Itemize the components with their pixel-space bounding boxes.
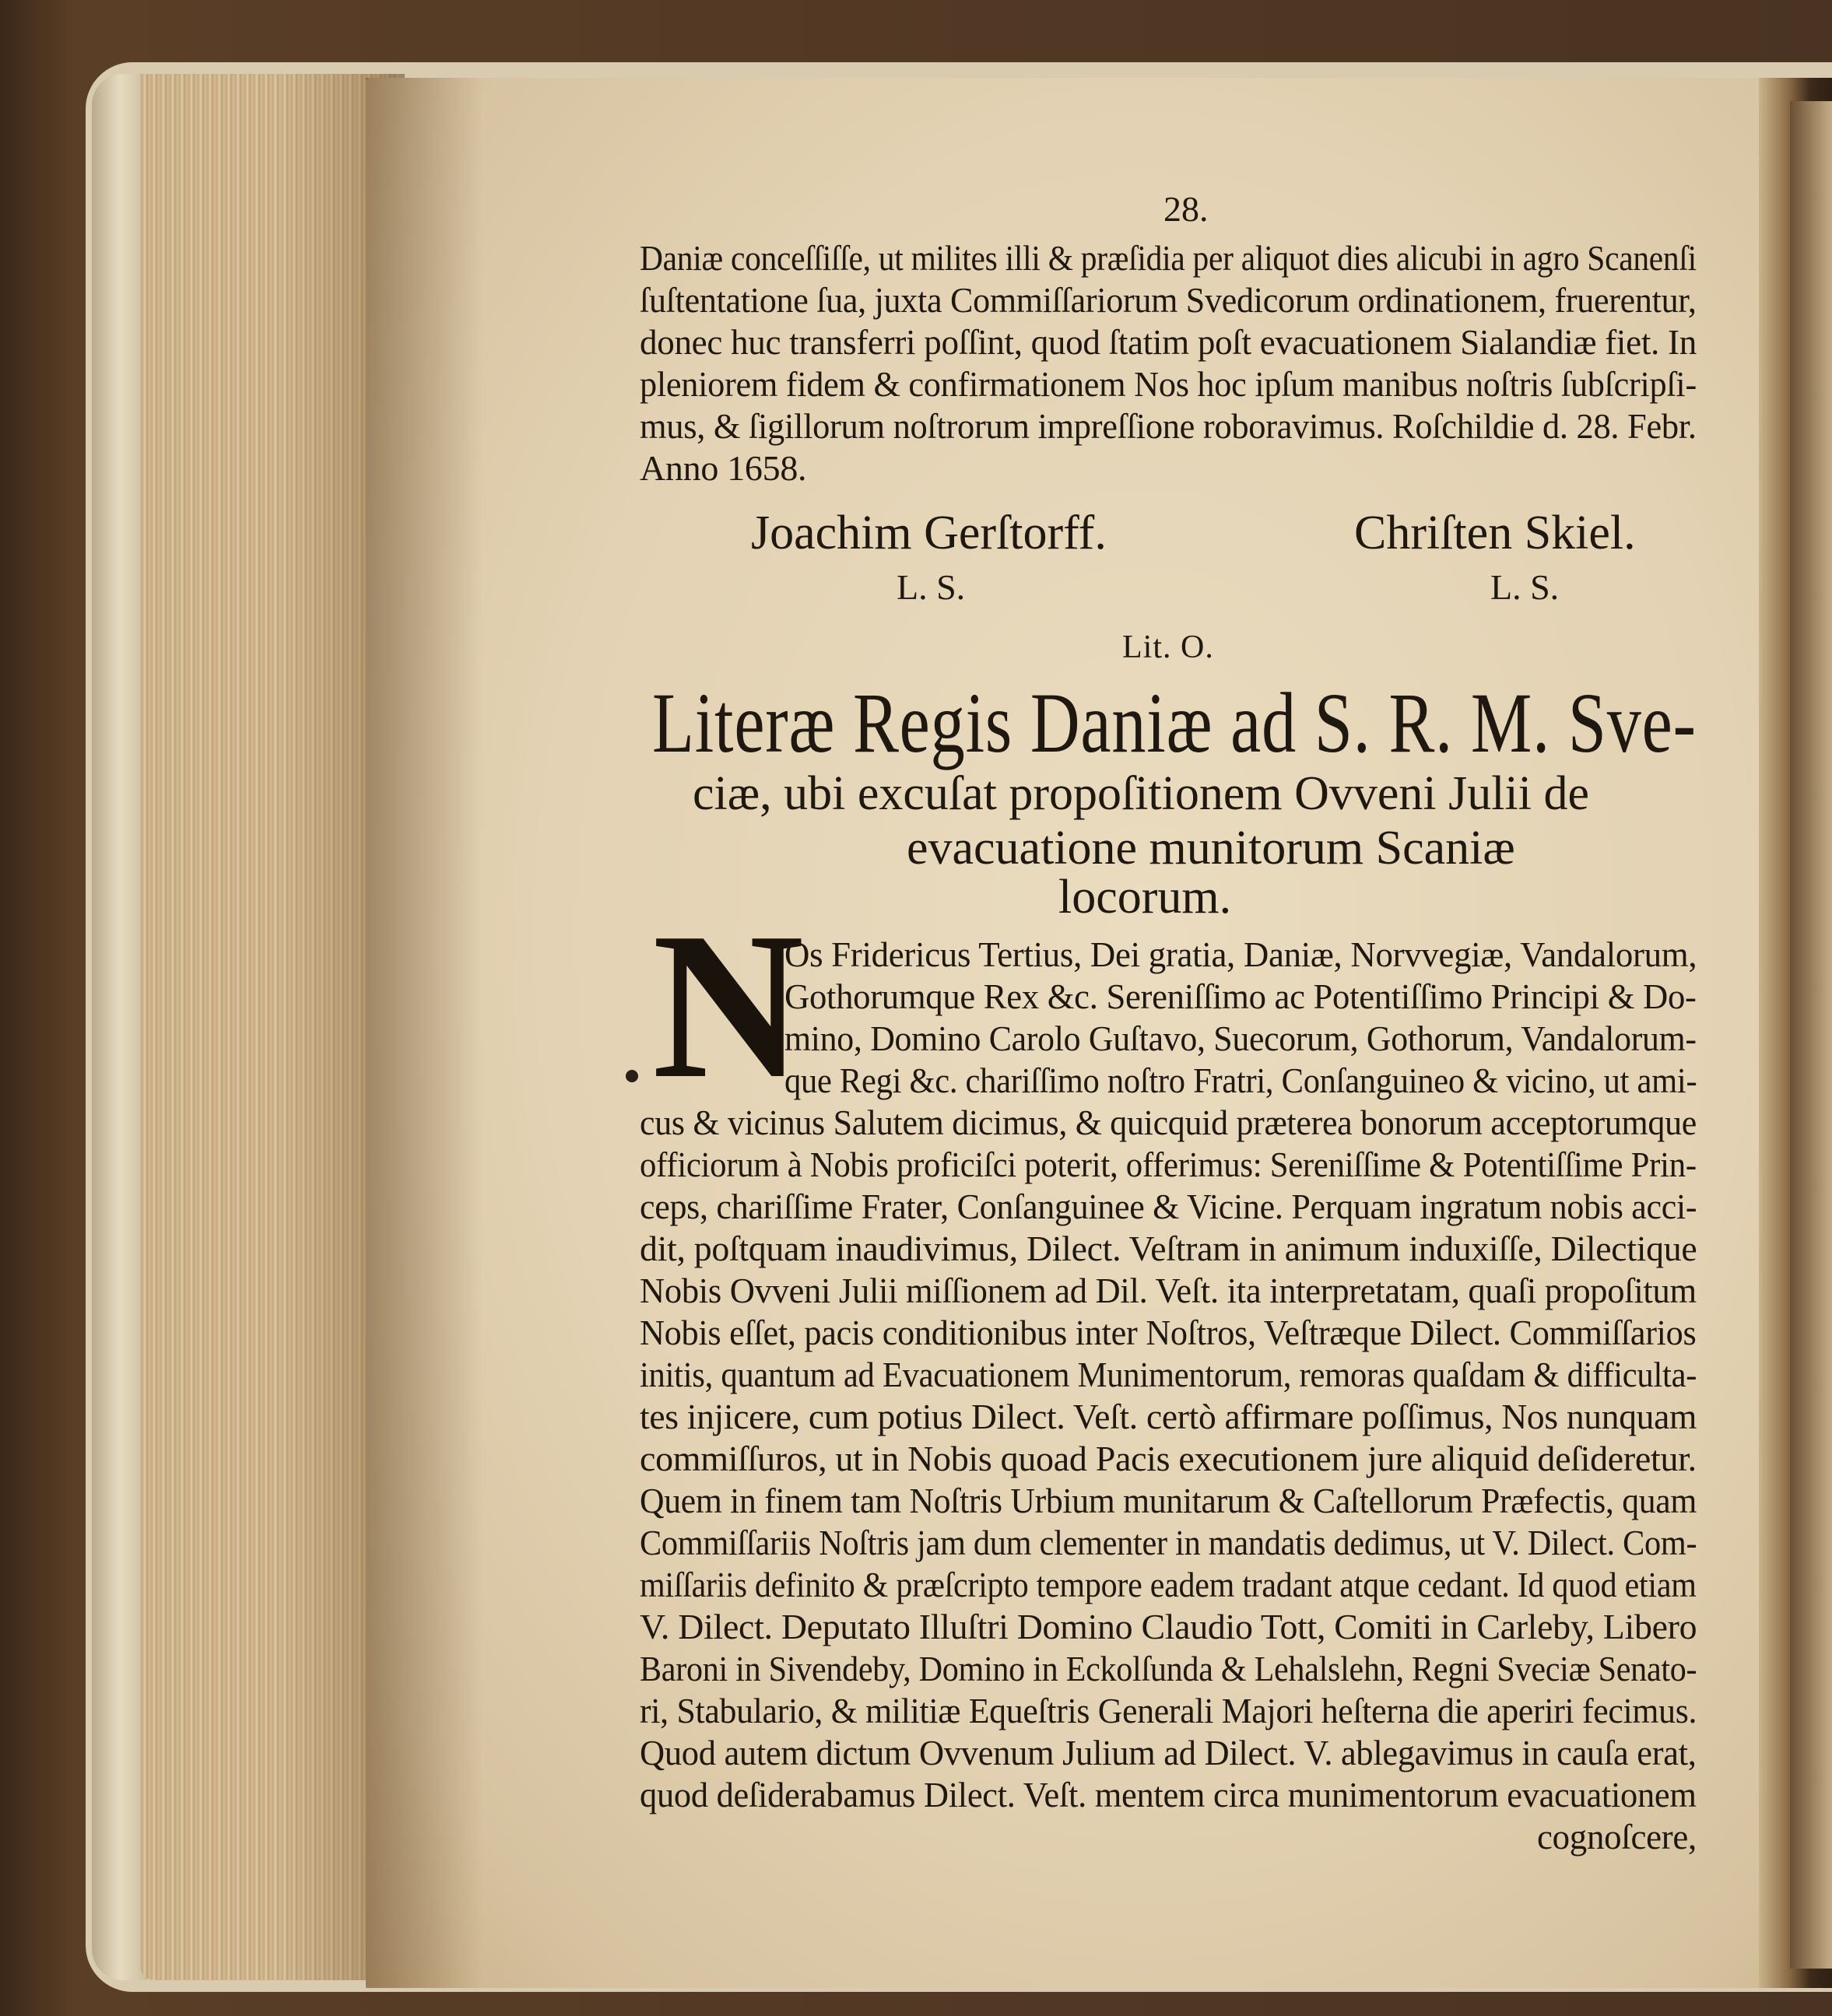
text-line: mino, Domino Carolo Guſtavo, Suecorum, Gothorum, Vandalorum- <box>784 1019 1697 1058</box>
text-line: ſuſtentatione ſua, juxta Commiſſariorum Svedicorum ordinationem, fruerentur, <box>640 280 1697 320</box>
text-line: ceps, chariſſime Frater, Conſanguinee & Vicine. Perquam ingratum nobis acci- <box>640 1187 1697 1226</box>
page-number: 28. <box>1163 189 1209 229</box>
text-line: miſſariis definito & præſcripto tempore eadem tradant atque cedant. Id quod etiam <box>640 1565 1697 1604</box>
text-line: tes injicere, cum potius Dilect. Veſt. certò affirmare poſſimus, Nos nunquam <box>640 1397 1697 1436</box>
heading-line: evacuatione munitorum Scaniæ <box>907 822 1515 875</box>
text-line: quod deſiderabamus Dilect. Veſt. mentem circa munimentorum evacuationem <box>640 1775 1697 1814</box>
text-line: officiorum à Nobis proficiſci poterit, offerimus: Sereniſſime & Potentiſſime Prin- <box>640 1145 1697 1184</box>
text-line: dit, poſtquam inaudivimus, Dilect. Veſtram in animum induxiſſe, Dilectique <box>640 1229 1697 1268</box>
text-line: ri, Stabulario, & militiæ Equeſtris Generali Majori heſterna die aperiri fecimus. <box>640 1691 1697 1730</box>
text-line: V. Dilect. Deputato Illuſtri Domino Claudio Tott, Comiti in Carleby, Libero <box>640 1607 1697 1646</box>
section-label: Lit. O. <box>1122 629 1214 665</box>
text-line: Quem in finem tam Noſtris Urbium munitarum & Caſtellorum Præfectis, quam <box>640 1481 1697 1520</box>
heading-line: locorum. <box>1058 871 1232 924</box>
heading-line: Literæ Regis Daniæ ad S. R. M. Sve- <box>652 675 1697 770</box>
text-line: Nobis Ovveni Julii miſſionem ad Dil. Veſt. ita interpretatam, quaſi propoſitum <box>640 1271 1697 1310</box>
text-line: Anno 1658. <box>640 448 807 488</box>
text-line: que Regi &c. chariſſimo noſtro Fratri, Conſanguineo & vicino, ut ami- <box>784 1061 1697 1100</box>
text-line: Quod autem dictum Ovvenum Julium ad Dilect. V. ablegavimus in cauſa erat, <box>640 1733 1697 1772</box>
text-line: Nobis eſſet, pacis conditionibus inter Noſtros, Veſtræque Dilect. Commiſſarios <box>640 1313 1697 1352</box>
seal-mark: L. S. <box>1490 567 1560 607</box>
text-line: Daniæ conceſſiſſe, ut milites illi & præſidia per aliquot dies alicubi in agro Scanenſi <box>640 238 1697 278</box>
text-line: cus & vicinus Salutem dicimus, & quicquid præterea bonorum acceptorumque <box>640 1103 1697 1142</box>
text-line: Os Fridericus Tertius, Dei gratia, Daniæ, Norvvegiæ, Vandalorum, <box>784 934 1697 974</box>
seal-mark: L. S. <box>897 567 966 607</box>
drop-cap: N <box>652 889 804 1122</box>
signatory-name: Joachim Gerſtorff. <box>751 507 1107 559</box>
text-line: pleniorem fidem & confirmationem Nos hoc ipſum manibus noſtris ſubſcripſi- <box>640 364 1697 404</box>
text-line: donec huc transferri poſſint, quod ſtatim poſt evacuationem Sialandiæ fiet. In <box>640 322 1697 362</box>
text-line: commiſſuros, ut in Nobis quoad Pacis executionem jure aliquid deſideretur. <box>640 1439 1697 1478</box>
text-line: initis, quantum ad Evacuationem Munimentorum, remoras quaſdam & difficulta- <box>640 1355 1697 1394</box>
bullet-ornament <box>626 1070 638 1082</box>
signatory-name: Chriſten Skiel. <box>1354 507 1636 559</box>
text-line: Commiſſariis Noſtris jam dum clementer in mandatis dedimus, ut V. Dilect. Com- <box>640 1523 1697 1562</box>
heading-line: ciæ, ubi excuſat propoſitionem Ovveni Julii de <box>693 767 1589 820</box>
text-line: mus, & ſigillorum noſtrorum impreſſione roboravimus. Roſchildie d. 28. Febr. <box>640 406 1697 446</box>
catchword: cognoſcere, <box>1537 1817 1697 1856</box>
text-line: Baroni in Sivendeby, Domino in Eckolſunda & Lehalslehn, Regni Sveciæ Senato- <box>640 1649 1697 1688</box>
text-line: Gothorumque Rex &c. Sereniſſimo ac Potentiſſimo Principi & Do- <box>784 976 1697 1016</box>
